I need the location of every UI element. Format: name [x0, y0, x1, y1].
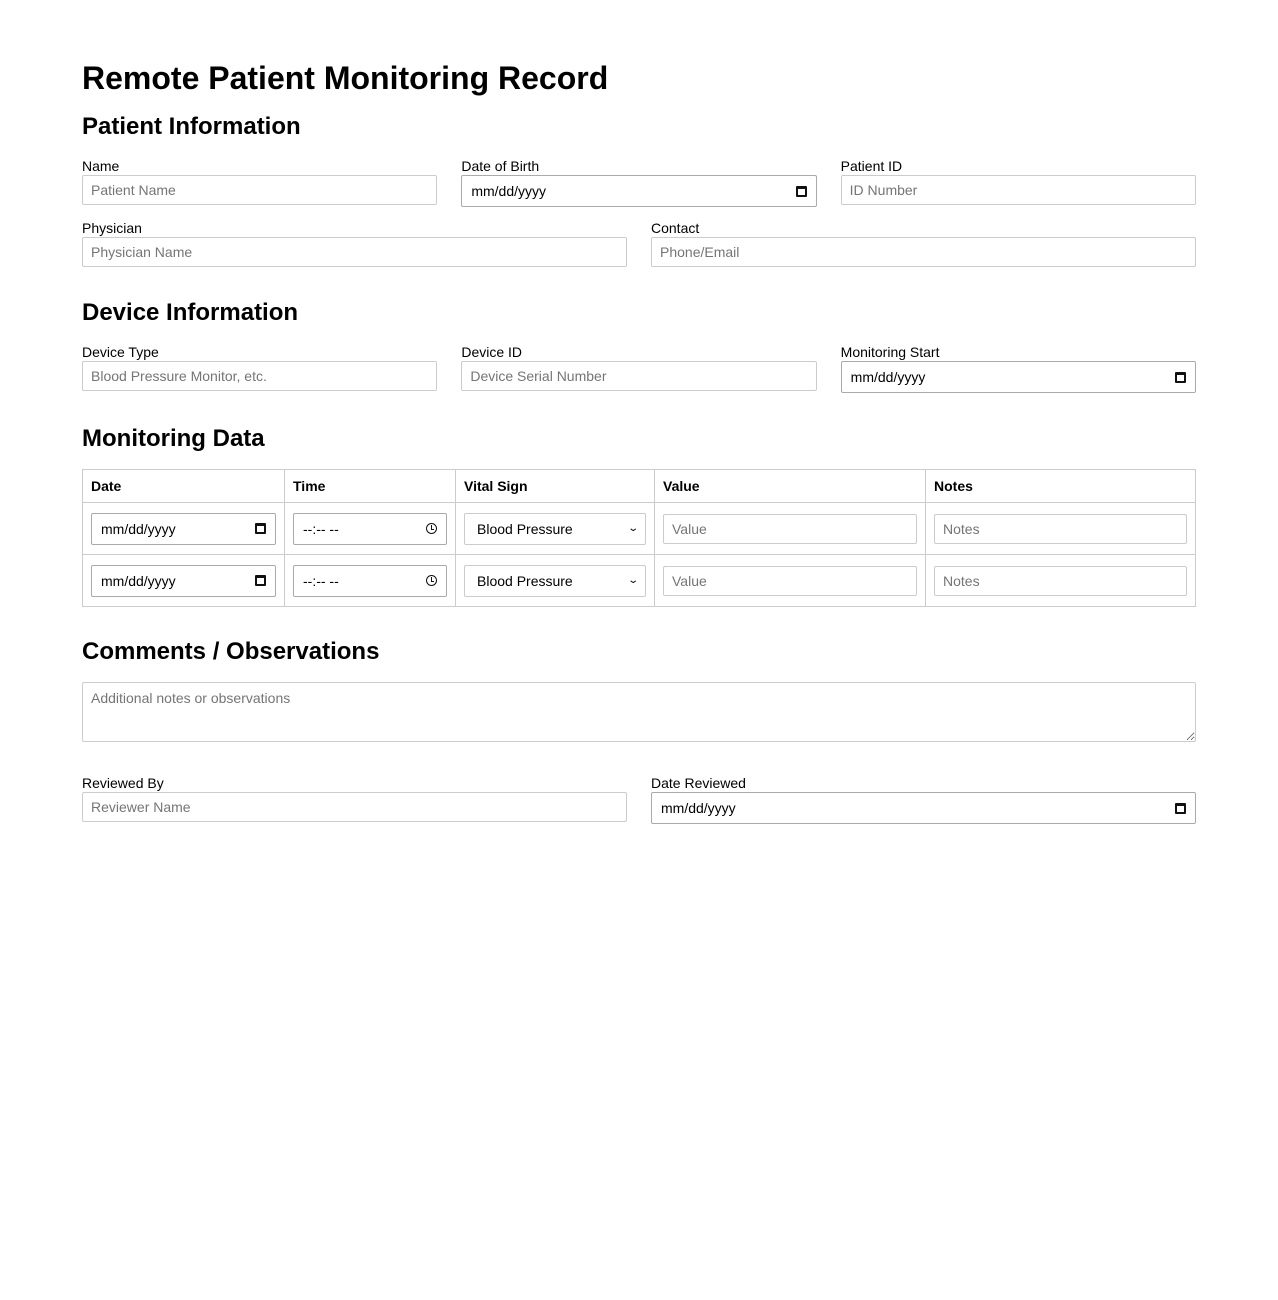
notes-input[interactable] — [934, 566, 1187, 596]
value-input[interactable] — [663, 566, 917, 596]
monitoring-start-label: Monitoring Start — [840, 344, 940, 360]
date-reviewed-value: mm/dd/yyyy — [661, 800, 736, 816]
physician-input[interactable] — [82, 237, 627, 267]
patient-id-input[interactable] — [841, 175, 1196, 205]
vital-sign-select[interactable] — [464, 565, 646, 597]
chevron-down-icon: ⌄ — [626, 523, 639, 534]
column-header-vital-sign: Vital Sign — [456, 470, 655, 503]
row-date-value: mm/dd/yyyy — [101, 572, 176, 589]
device-type-input[interactable] — [82, 361, 437, 391]
vital-sign-select[interactable] — [464, 513, 646, 545]
comments-heading: Comments / Observations — [82, 638, 380, 665]
table-row — [83, 555, 1196, 607]
column-header-notes: Notes — [926, 470, 1196, 503]
column-header-value: Value — [655, 470, 926, 503]
clock-icon[interactable] — [426, 575, 437, 586]
reviewed-by-input[interactable] — [82, 792, 627, 822]
row-time-value: --:-- -- — [303, 572, 339, 589]
row-time-input[interactable] — [293, 513, 447, 545]
page-title: Remote Patient Monitoring Record — [82, 60, 609, 96]
vital-sign-value: Blood Pressure — [477, 520, 573, 537]
patient-id-label: Patient ID — [840, 158, 903, 174]
comments-textarea[interactable] — [82, 682, 1196, 742]
row-time-input[interactable] — [293, 565, 447, 597]
device-info-heading: Device Information — [82, 299, 299, 326]
calendar-icon[interactable] — [796, 186, 807, 197]
calendar-icon[interactable] — [1175, 803, 1186, 814]
dob-input[interactable] — [461, 175, 816, 207]
value-input[interactable] — [663, 514, 917, 544]
patient-name-input[interactable] — [82, 175, 437, 205]
row-date-input[interactable] — [91, 565, 276, 597]
physician-label: Physician — [82, 220, 142, 236]
row-date-value: mm/dd/yyyy — [101, 520, 176, 537]
notes-input[interactable] — [934, 514, 1187, 544]
monitoring-data-heading: Monitoring Data — [82, 425, 265, 452]
date-reviewed-input[interactable] — [651, 792, 1196, 824]
column-header-time: Time — [285, 470, 456, 503]
patient-info-heading: Patient Information — [82, 113, 301, 140]
table-header — [83, 470, 1196, 503]
row-date-input[interactable] — [91, 513, 276, 545]
device-id-input[interactable] — [461, 361, 816, 391]
contact-input[interactable] — [651, 237, 1196, 267]
name-label: Name — [82, 158, 120, 174]
clock-icon[interactable] — [426, 523, 437, 534]
table-row — [83, 503, 1196, 555]
calendar-icon[interactable] — [1175, 372, 1186, 383]
monitoring-start-input[interactable] — [841, 361, 1196, 393]
device-type-label: Device Type — [82, 344, 159, 360]
reviewed-by-label: Reviewed By — [82, 775, 164, 791]
dob-value: mm/dd/yyyy — [471, 183, 547, 199]
row-time-value: --:-- -- — [303, 520, 339, 537]
calendar-icon[interactable] — [255, 523, 266, 534]
calendar-icon[interactable] — [255, 575, 266, 586]
monitoring-table — [82, 469, 1196, 607]
dob-label: Date of Birth — [461, 158, 540, 174]
column-header-date: Date — [83, 470, 285, 503]
monitoring-start-value: mm/dd/yyyy — [850, 369, 926, 385]
date-reviewed-label: Date Reviewed — [651, 775, 746, 791]
chevron-down-icon: ⌄ — [626, 575, 639, 586]
vital-sign-value: Blood Pressure — [477, 572, 573, 589]
contact-label: Contact — [651, 220, 700, 236]
device-id-label: Device ID — [461, 344, 523, 360]
